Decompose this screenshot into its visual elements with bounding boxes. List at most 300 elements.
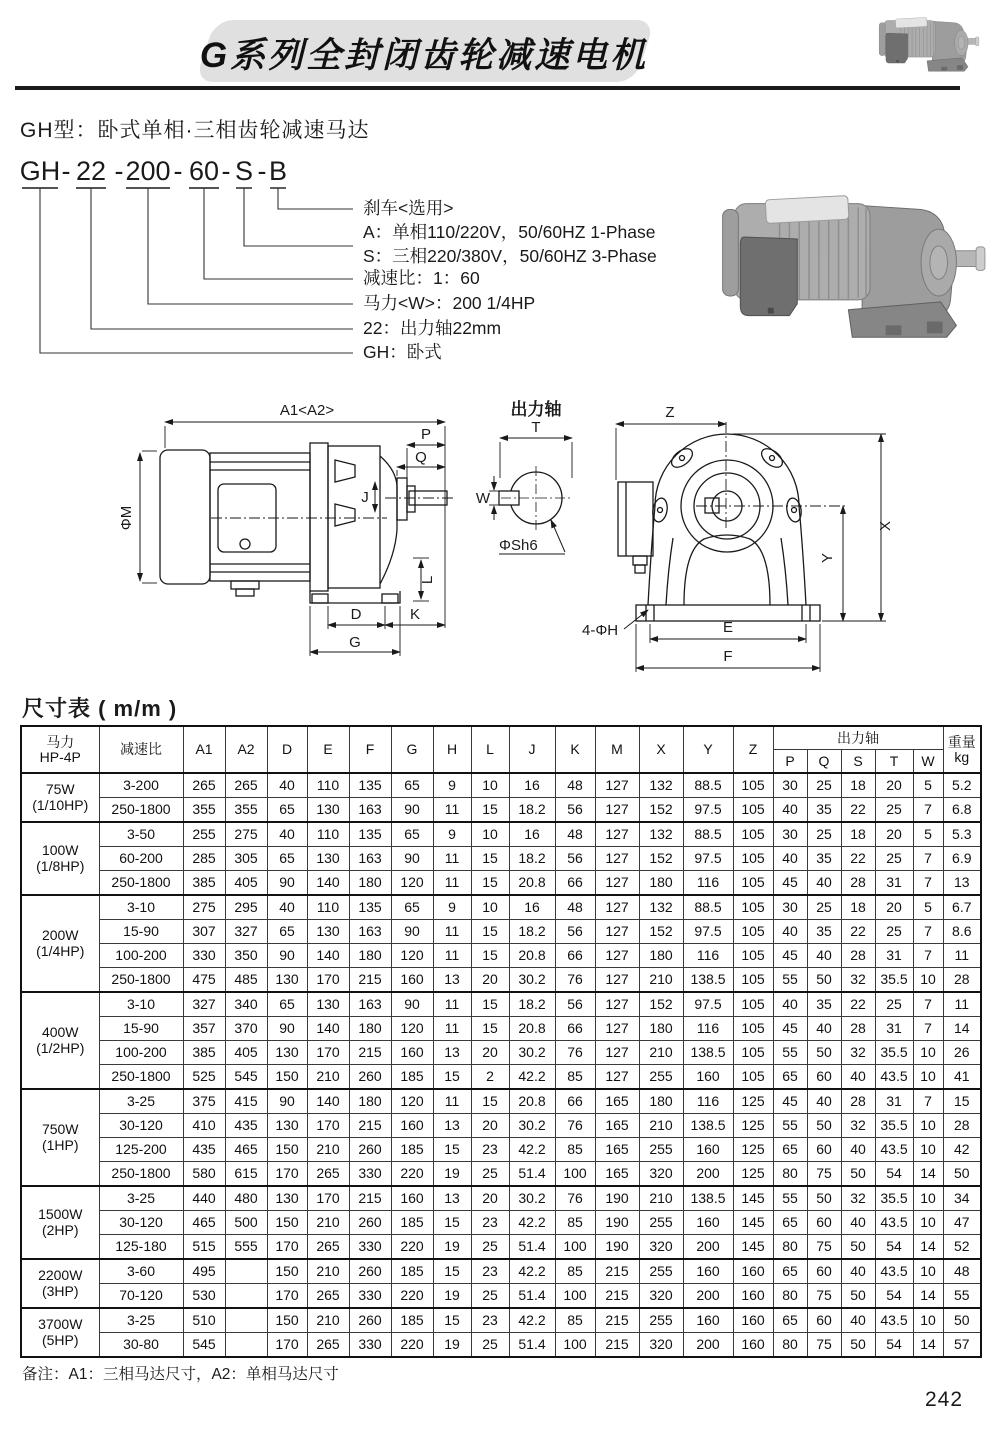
dim-cell: 100 [555, 1235, 595, 1260]
dim-cell: 275 [225, 822, 267, 847]
dim-cell: 5.3 [943, 822, 981, 847]
dim-cell: 15 [433, 1138, 471, 1162]
dim-cell: 210 [639, 1041, 683, 1065]
dim-cell: 31 [875, 1089, 913, 1114]
dim-cell: 140 [307, 1017, 349, 1041]
dim-cell: 60 [807, 1138, 841, 1162]
dim-cell: 50 [807, 1186, 841, 1211]
dim-cell: 138.5 [683, 968, 733, 993]
dim-cell: 80 [773, 1235, 807, 1260]
dim-cell: 160 [683, 1211, 733, 1235]
dim-cell: 85 [555, 1259, 595, 1284]
dim-cell: 130 [267, 1041, 307, 1065]
ratio-cell: 250-1800 [99, 798, 183, 823]
dim-cell: 85 [555, 1211, 595, 1235]
dim-cell: 210 [639, 1114, 683, 1138]
dim-cell: 255 [639, 1308, 683, 1333]
dim-cell: 97.5 [683, 992, 733, 1017]
dim-cell: 55 [773, 1186, 807, 1211]
dim-cell: 150 [267, 1308, 307, 1333]
dim-label-x: X [877, 520, 894, 532]
table-row [21, 992, 981, 1017]
dim-cell: 210 [307, 1308, 349, 1333]
dim-cell: 7 [913, 798, 943, 823]
dim-cell: 357 [183, 1017, 225, 1041]
table-row [21, 968, 981, 993]
dim-cell: 11 [433, 871, 471, 896]
dim-cell: 75 [807, 1333, 841, 1358]
dim-cell [225, 1333, 267, 1358]
dim-cell: 50 [807, 968, 841, 993]
table-row [21, 1041, 981, 1065]
dim-cell: 20.8 [509, 1089, 555, 1114]
dim-cell: 150 [267, 1259, 307, 1284]
dim-cell: 127 [595, 1041, 639, 1065]
dim-cell: 105 [733, 1041, 773, 1065]
ratio-cell: 250-1800 [99, 968, 183, 993]
dim-cell: 40 [807, 1089, 841, 1114]
dim-cell: 220 [391, 1333, 433, 1358]
dim-cell: 152 [639, 992, 683, 1017]
dim-cell: 116 [683, 1017, 733, 1041]
dim-cell: 42.2 [509, 1211, 555, 1235]
dim-cell: 56 [555, 798, 595, 823]
dim-cell: 22 [841, 798, 875, 823]
dim-cell: 28 [943, 968, 981, 993]
dim-cell: 54 [875, 1162, 913, 1187]
dim-cell: 260 [349, 1308, 391, 1333]
dim-cell: 14 [913, 1284, 943, 1309]
dim-cell: 90 [267, 871, 307, 896]
col-header-shaft-t: T [875, 750, 913, 774]
dim-cell: 435 [225, 1114, 267, 1138]
dim-cell: 180 [349, 1089, 391, 1114]
dim-cell: 127 [595, 1017, 639, 1041]
dim-cell: 210 [307, 1211, 349, 1235]
dim-cell: 170 [267, 1235, 307, 1260]
dim-cell: 320 [639, 1235, 683, 1260]
dim-cell: 90 [391, 920, 433, 944]
dim-cell: 26 [943, 1041, 981, 1065]
dim-cell: 485 [225, 968, 267, 993]
dim-cell: 440 [183, 1186, 225, 1211]
dim-cell: 10 [471, 895, 509, 920]
dim-cell: 355 [183, 798, 225, 823]
dim-cell: 88.5 [683, 773, 733, 798]
dim-cell: 51.4 [509, 1235, 555, 1260]
ratio-cell: 3-10 [99, 895, 183, 920]
dim-cell: 23 [471, 1211, 509, 1235]
dim-cell: 11 [433, 920, 471, 944]
dim-cell: 18.2 [509, 920, 555, 944]
dim-cell: 320 [639, 1284, 683, 1309]
dim-cell: 150 [267, 1138, 307, 1162]
dim-cell: 465 [225, 1138, 267, 1162]
dim-cell: 65 [267, 798, 307, 823]
dim-cell: 105 [733, 1017, 773, 1041]
dim-cell: 145 [733, 1211, 773, 1235]
dim-cell: 31 [875, 944, 913, 968]
dim-cell: 127 [595, 773, 639, 798]
dim-cell: 116 [683, 1089, 733, 1114]
dim-cell: 7 [913, 944, 943, 968]
dim-cell: 105 [733, 992, 773, 1017]
col-header-output-shaft: 出力轴 [773, 726, 943, 750]
table-row [21, 1162, 981, 1187]
dim-cell: 125 [733, 1089, 773, 1114]
dim-cell: 40 [267, 773, 307, 798]
dim-cell: 15 [433, 1308, 471, 1333]
dim-cell: 5.2 [943, 773, 981, 798]
dim-cell: 11 [433, 992, 471, 1017]
dim-cell: 105 [733, 968, 773, 993]
dim-cell: 30.2 [509, 1186, 555, 1211]
dim-cell: 65 [267, 992, 307, 1017]
col-header-k: K [555, 726, 595, 773]
dim-cell: 32 [841, 1186, 875, 1211]
dim-cell: 275 [183, 895, 225, 920]
dim-cell: 215 [349, 1186, 391, 1211]
col-header-a1: A1 [183, 726, 225, 773]
col-header-shaft-p: P [773, 750, 807, 774]
dim-cell: 180 [639, 1089, 683, 1114]
dim-cell: 15 [433, 1065, 471, 1090]
dim-cell: 265 [225, 773, 267, 798]
dim-cell: 25 [471, 1235, 509, 1260]
col-header-m: M [595, 726, 639, 773]
table-row [21, 1259, 981, 1284]
dim-cell: 120 [391, 871, 433, 896]
dim-cell: 140 [307, 1089, 349, 1114]
dim-cell: 35.5 [875, 1186, 913, 1211]
ratio-cell: 60-200 [99, 847, 183, 871]
dim-cell: 42.2 [509, 1259, 555, 1284]
dim-label-y: Y [819, 552, 836, 564]
dim-cell: 340 [225, 992, 267, 1017]
dim-cell: 160 [391, 1114, 433, 1138]
table-row [21, 920, 981, 944]
dim-cell: 10 [913, 1041, 943, 1065]
dim-cell: 185 [391, 1259, 433, 1284]
dim-cell: 130 [307, 992, 349, 1017]
dim-cell: 40 [773, 798, 807, 823]
dim-cell: 65 [391, 822, 433, 847]
motor-photo [693, 182, 988, 349]
dim-cell: 48 [555, 895, 595, 920]
dim-cell: 55 [773, 968, 807, 993]
dim-cell: 28 [841, 1089, 875, 1114]
dim-cell: 76 [555, 968, 595, 993]
table-row [21, 798, 981, 823]
dim-cell: 11 [433, 944, 471, 968]
dim-cell: 40 [841, 1308, 875, 1333]
dim-cell: 13 [943, 871, 981, 896]
dim-cell: 13 [433, 1041, 471, 1065]
dim-cell: 180 [349, 944, 391, 968]
dimension-table-body [21, 773, 981, 1357]
dim-cell: 25 [807, 895, 841, 920]
dim-cell: 16 [509, 822, 555, 847]
dim-cell: 255 [639, 1259, 683, 1284]
dim-cell: 19 [433, 1333, 471, 1358]
dim-cell: 35 [807, 847, 841, 871]
dim-cell: 40 [841, 1211, 875, 1235]
dim-cell: 15 [471, 871, 509, 896]
dim-cell: 180 [349, 871, 391, 896]
ratio-cell: 30-120 [99, 1114, 183, 1138]
dim-cell: 11 [433, 1017, 471, 1041]
col-header-l: L [471, 726, 509, 773]
dim-cell: 405 [225, 871, 267, 896]
dim-cell: 170 [267, 1284, 307, 1309]
ratio-cell: 15-90 [99, 920, 183, 944]
dim-cell: 7 [913, 992, 943, 1017]
ratio-cell: 100-200 [99, 944, 183, 968]
dim-cell: 465 [183, 1211, 225, 1235]
dim-cell: 15 [471, 944, 509, 968]
dim-cell: 55 [943, 1284, 981, 1309]
dim-cell: 76 [555, 1041, 595, 1065]
dim-cell: 43.5 [875, 1065, 913, 1090]
dim-cell: 510 [183, 1308, 225, 1333]
dim-cell: 25 [471, 1162, 509, 1187]
ratio-cell: 3-50 [99, 822, 183, 847]
dim-label-j: J [361, 489, 369, 506]
dim-cell: 28 [943, 1114, 981, 1138]
dim-cell: 132 [639, 822, 683, 847]
dim-cell: 350 [225, 944, 267, 968]
table-row [21, 1284, 981, 1309]
dim-cell: 330 [349, 1235, 391, 1260]
dim-cell: 127 [595, 1065, 639, 1090]
dim-cell: 30.2 [509, 968, 555, 993]
dim-cell: 40 [267, 822, 307, 847]
dim-cell: 76 [555, 1186, 595, 1211]
dim-cell: 385 [183, 1041, 225, 1065]
dim-cell: 255 [639, 1065, 683, 1090]
dim-cell: 75 [807, 1284, 841, 1309]
dim-cell: 40 [773, 992, 807, 1017]
dim-cell: 90 [391, 992, 433, 1017]
dim-cell: 160 [733, 1259, 773, 1284]
dim-cell: 6.8 [943, 798, 981, 823]
dim-cell: 18.2 [509, 992, 555, 1017]
dim-cell: 28 [841, 1017, 875, 1041]
dim-cell: 9 [433, 895, 471, 920]
dim-cell: 5 [913, 773, 943, 798]
dim-cell: 255 [639, 1138, 683, 1162]
dim-cell: 7 [913, 1017, 943, 1041]
dim-cell: 190 [595, 1235, 639, 1260]
dim-cell [225, 1308, 267, 1333]
dim-cell: 31 [875, 1017, 913, 1041]
dim-label-phi-m: ΦM [118, 505, 135, 531]
dim-cell: 615 [225, 1162, 267, 1187]
footer-note: 备注：A1：三相马达尺寸，A2：单相马达尺寸 [22, 1366, 339, 1383]
dim-cell: 23 [471, 1308, 509, 1333]
dim-cell: 110 [307, 773, 349, 798]
front-view-extension-lines [616, 428, 886, 672]
dim-cell: 105 [733, 773, 773, 798]
dim-cell: 515 [183, 1235, 225, 1260]
dim-cell: 105 [733, 1065, 773, 1090]
dim-cell: 40 [773, 847, 807, 871]
dim-cell: 355 [225, 798, 267, 823]
ratio-cell: 250-1800 [99, 1065, 183, 1090]
dim-cell: 97.5 [683, 798, 733, 823]
dim-cell: 215 [595, 1259, 639, 1284]
dim-cell: 76 [555, 1114, 595, 1138]
dim-cell: 15 [471, 847, 509, 871]
dim-cell: 165 [595, 1162, 639, 1187]
power-cell: 750W (1HP) [21, 1089, 99, 1186]
dim-cell: 305 [225, 847, 267, 871]
ratio-cell: 30-120 [99, 1211, 183, 1235]
dim-cell: 51.4 [509, 1284, 555, 1309]
dim-label-t: T [531, 419, 541, 436]
dim-cell: 18 [841, 773, 875, 798]
dim-cell: 65 [773, 1308, 807, 1333]
dim-cell: 170 [267, 1162, 307, 1187]
dim-cell: 165 [595, 1089, 639, 1114]
table-row [21, 1114, 981, 1138]
dim-cell: 185 [391, 1211, 433, 1235]
dim-cell: 48 [943, 1259, 981, 1284]
dim-cell: 330 [349, 1333, 391, 1358]
dim-cell: 48 [555, 773, 595, 798]
dim-cell: 210 [307, 1138, 349, 1162]
shaft-detail-title: 出力轴 [510, 400, 562, 419]
front-view-drawing [578, 398, 990, 684]
table-row [21, 871, 981, 896]
dim-cell: 50 [807, 1041, 841, 1065]
dim-cell: 210 [307, 1259, 349, 1284]
dim-cell: 51.4 [509, 1333, 555, 1358]
dim-cell: 265 [307, 1333, 349, 1358]
dim-cell: 30 [773, 822, 807, 847]
dim-cell: 56 [555, 992, 595, 1017]
dim-cell: 35 [807, 798, 841, 823]
dim-cell: 40 [807, 944, 841, 968]
table-row [21, 1017, 981, 1041]
ratio-cell: 100-200 [99, 1041, 183, 1065]
dim-cell: 210 [307, 1065, 349, 1090]
dim-cell: 138.5 [683, 1186, 733, 1211]
dim-cell: 65 [391, 895, 433, 920]
dim-cell: 22 [841, 992, 875, 1017]
dim-cell: 10 [913, 1186, 943, 1211]
col-header-shaft-s: S [841, 750, 875, 774]
col-header-f: F [349, 726, 391, 773]
dim-cell: 307 [183, 920, 225, 944]
table-row [21, 1186, 981, 1211]
dim-cell: 40 [807, 1017, 841, 1041]
dim-cell: 127 [595, 944, 639, 968]
dim-cell: 66 [555, 1017, 595, 1041]
dim-cell: 45 [773, 1089, 807, 1114]
dim-cell: 65 [267, 847, 307, 871]
dim-cell: 130 [267, 1114, 307, 1138]
dim-cell: 295 [225, 895, 267, 920]
dim-cell: 30 [773, 773, 807, 798]
dim-cell: 132 [639, 895, 683, 920]
dim-cell: 215 [349, 1114, 391, 1138]
dim-cell: 220 [391, 1235, 433, 1260]
dim-cell: 43.5 [875, 1308, 913, 1333]
dim-cell: 11 [433, 798, 471, 823]
dim-cell: 54 [875, 1284, 913, 1309]
dimension-table [20, 725, 982, 1358]
dim-cell: 330 [349, 1162, 391, 1187]
dim-cell: 20.8 [509, 1017, 555, 1041]
power-cell: 75W (1/10HP) [21, 773, 99, 822]
dim-cell: 152 [639, 847, 683, 871]
ratio-cell: 3-25 [99, 1089, 183, 1114]
dim-cell: 7 [913, 920, 943, 944]
dim-cell: 90 [267, 1089, 307, 1114]
col-header-shaft-q: Q [807, 750, 841, 774]
dim-cell: 66 [555, 1089, 595, 1114]
dim-cell: 150 [267, 1211, 307, 1235]
dim-cell: 25 [875, 798, 913, 823]
dim-cell: 160 [733, 1308, 773, 1333]
dim-cell: 163 [349, 992, 391, 1017]
model-sep: - [221, 156, 231, 186]
dim-cell: 31 [875, 871, 913, 896]
dim-cell: 127 [595, 798, 639, 823]
dim-cell: 10 [913, 1211, 943, 1235]
power-header-line2: HP-4P [39, 748, 81, 765]
ratio-cell: 15-90 [99, 1017, 183, 1041]
dim-cell: 5 [913, 822, 943, 847]
dim-cell: 14 [913, 1333, 943, 1358]
dim-cell: 54 [875, 1235, 913, 1260]
dim-cell: 13 [433, 1114, 471, 1138]
dim-cell: 60 [807, 1211, 841, 1235]
dim-cell: 11 [943, 992, 981, 1017]
dim-cell: 265 [307, 1284, 349, 1309]
dim-cell: 85 [555, 1138, 595, 1162]
dim-cell: 140 [307, 871, 349, 896]
dim-cell: 320 [639, 1162, 683, 1187]
callout-mounting: GH：卧式 [363, 342, 442, 362]
dim-cell: 18.2 [509, 847, 555, 871]
dim-cell: 410 [183, 1114, 225, 1138]
model-callout-lines [40, 188, 353, 353]
dim-cell: 20 [471, 1186, 509, 1211]
dim-cell: 65 [773, 1259, 807, 1284]
model-seg-s: S [234, 156, 254, 186]
dim-cell: 10 [913, 1308, 943, 1333]
dim-cell: 152 [639, 798, 683, 823]
dim-cell: 30 [773, 895, 807, 920]
dim-cell: 65 [773, 1211, 807, 1235]
dim-cell: 160 [391, 1186, 433, 1211]
dim-cell: 42.2 [509, 1065, 555, 1090]
dim-cell: 220 [391, 1162, 433, 1187]
dim-cell: 135 [349, 822, 391, 847]
col-header-j: J [509, 726, 555, 773]
dim-cell: 56 [555, 847, 595, 871]
dim-cell: 160 [391, 968, 433, 993]
dim-cell: 135 [349, 773, 391, 798]
dim-cell: 265 [183, 773, 225, 798]
table-title: 尺寸表 ( m/m ) [22, 696, 178, 721]
col-header-a2: A2 [225, 726, 267, 773]
dim-cell: 163 [349, 798, 391, 823]
header-divider [15, 86, 960, 90]
dim-cell: 18.2 [509, 798, 555, 823]
